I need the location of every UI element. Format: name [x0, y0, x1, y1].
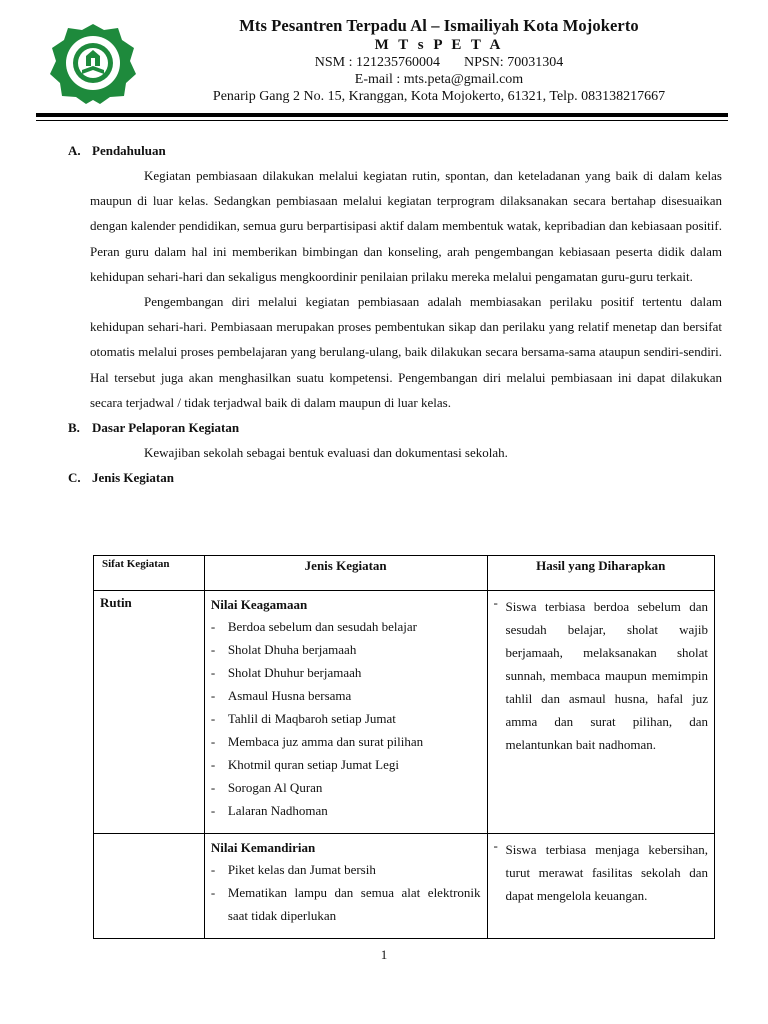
activity-list: [211, 615, 481, 822]
section-a-title: Pendahuluan: [92, 143, 166, 158]
activity-list: [211, 858, 481, 927]
row-sifat: [94, 834, 205, 939]
school-address: Penarip Gang 2 No. 15, Kranggan, Kota Mojokerto, 61321, Telp. 083138217667: [212, 89, 666, 104]
group-title: Nilai Keagamaan: [210, 597, 308, 612]
section-c-title: Jenis Kegiatan: [92, 470, 174, 486]
hasil-text: Siswa terbiasa menjaga kebersihan, turut merawat fasilitas sekolah dan dapat mengelola keuangan.: [505, 842, 708, 903]
list-item: - Asmaul Husna bersama: [210, 688, 352, 703]
row-hasil: - Siswa terbiasa berdoa sebelum dan sesudah belajar, sholat wajib berjamaah, melaksanakan sholat sunnah, membaca maupun memimpin tahlil dan asmaul husna, hafal juz amma dan surat pilihan, dan melantunkan bait nadhoman.: [487, 591, 714, 834]
list-item: - Membaca juz amma dan surat pilihan: [210, 734, 424, 749]
npsn: NPSN: 70031304: [464, 55, 564, 70]
row-jenis: [204, 591, 487, 834]
section-a-heading: A. Pendahuluan: [68, 138, 722, 163]
list-item: - Lalaran Nadhoman: [210, 803, 328, 818]
list-item: - Berdoa sebelum dan sesudah belajar: [210, 619, 417, 634]
list-item: - Tahlil di Maqbaroh setiap Jumat: [210, 711, 396, 726]
section-b-title: Dasar Pelaporan Kegiatan: [92, 420, 240, 436]
list-item: - Sholat Dhuha berjamaah: [210, 642, 357, 657]
school-name: Mts Pesantren Terpadu Al – Ismailiyah Kota Mojokerto: [239, 16, 639, 35]
nsm: NSM : 121235760004: [314, 55, 441, 70]
letterhead: [150, 16, 728, 105]
list-item: - Khotmil quran setiap Jumat Legi: [210, 757, 399, 772]
list-item: - Sholat Dhuhur berjamaah: [210, 665, 362, 680]
header-jenis: Jenis Kegiatan: [204, 556, 487, 591]
document-body: [68, 138, 722, 490]
school-logo: [48, 22, 138, 104]
school-email: E-mail : mts.peta@gmail.com: [354, 72, 524, 87]
header-sifat: Sifat Kegiatan: [94, 556, 205, 591]
page-number: 1: [380, 947, 388, 962]
list-item: - Mematikan lampu dan semua alat elektronik saat tidak diperlukan: [210, 885, 481, 923]
section-a-paragraph-1: Kegiatan pembiasaan dilakukan melalui kegiatan rutin, spontan, dan keteladanan yang baik di dalam kelas maupun di luar kelas. Sedangkan pembiasaan melalui kegiatan terprogram dilaksanakan secara bertahap disesuaikan dengan kalender pendidikan, semua guru berpartisipasi aktif dalam membentuk watak, kepribadian dan kebiasaan positif. Peran guru dalam hal ini memberikan bimbingan dan konseling, arah pengembangan kebiasaan peserta didik dalam kehidupan sehari-hari dan sekaligus mengkoordinir penilaian prilaku mereka melalui pengamatan guru-guru terkait.: [90, 168, 722, 284]
school-abbr: M T s P E T A: [374, 37, 504, 53]
list-item: - Piket kelas dan Jumat bersih: [210, 862, 376, 877]
section-b-heading: B. Dasar Pelaporan Kegiatan: [68, 415, 722, 440]
registration-numbers: [150, 54, 728, 71]
section-b-paragraph-1: Kewajiban sekolah sebagai bentuk evaluasi dan dokumentasi sekolah.: [144, 445, 508, 461]
table-row: [94, 834, 715, 939]
table-row: [94, 591, 715, 834]
header-hasil: Hasil yang Diharapkan: [487, 556, 714, 591]
activity-table: [93, 555, 715, 939]
section-c-heading: C. Jenis Kegiatan: [68, 465, 722, 490]
row-sifat: Rutin: [94, 591, 205, 834]
row-hasil: - Siswa terbiasa menjaga kebersihan, turut merawat fasilitas sekolah dan dapat mengelola keuangan.: [487, 834, 714, 939]
row-jenis: [204, 834, 487, 939]
section-a-paragraph-2: Pengembangan diri melalui kegiatan pembiasaan adalah membiasakan perilaku positif tertentu dalam kehidupan sehari-hari. Pembiasaan merupakan proses pembentukan sikap dan perilaku yang relatif menetap dan bersifat otomatis melalui proses pembelajaran yang berulang-ulang, baik dilakukan secara bersama-sama ataupun sendiri-sendiri. Hal tersebut juga akan menghasilkan suatu kompetensi. Pengembangan diri melalui pembiasaan ini dapat dilakukan secara terjadwal / tidak terjadwal baik di dalam maupun di luar kelas.: [90, 294, 722, 410]
hasil-text: Siswa terbiasa berdoa sebelum dan sesudah belajar, sholat wajib berjamaah, melaksanakan sholat sunnah, membaca maupun memimpin tahlil dan asmaul husna, hafal juz amma dan surat pilihan, dan melantunkan bait nadhoman.: [505, 599, 708, 752]
table-header-row: [94, 556, 715, 591]
group-title: Nilai Kemandirian: [210, 840, 316, 855]
letterhead-rule-thin: [36, 120, 728, 121]
list-item: - Sorogan Al Quran: [210, 780, 323, 795]
letterhead-rule-thick: [36, 113, 728, 117]
